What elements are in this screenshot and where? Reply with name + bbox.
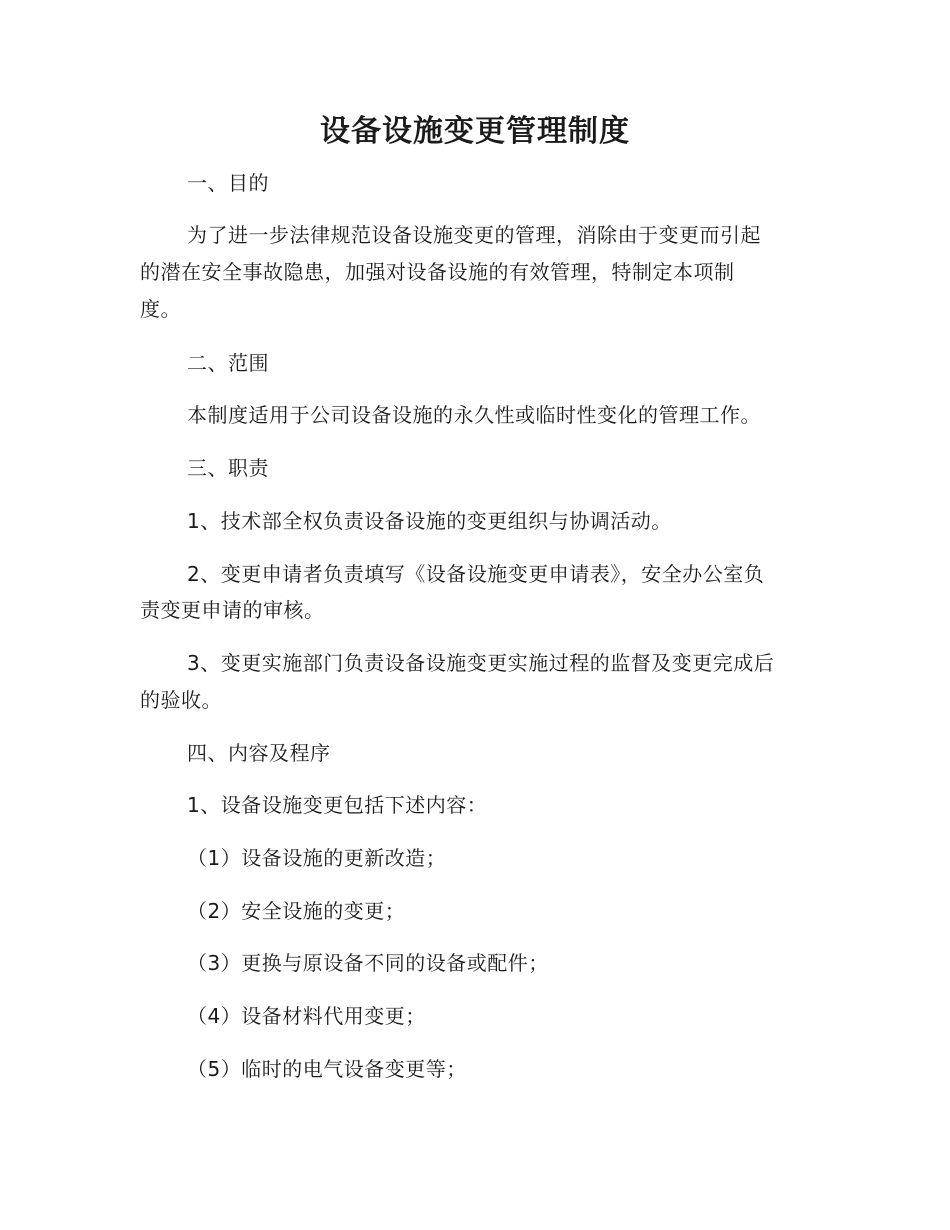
section-heading-content: 四、内容及程序 xyxy=(187,741,331,765)
paragraph-line: 为了进一步法律规范设备设施变更的管理，消除由于变更而引起 xyxy=(187,223,761,247)
sub-list-item: （3）更换与原设备不同的设备或配件； xyxy=(187,951,549,975)
paragraph-line: 度。 xyxy=(140,297,181,321)
section-heading-scope: 二、范围 xyxy=(187,351,269,375)
section-heading-purpose: 一、目的 xyxy=(187,171,269,195)
paragraph-line: 本制度适用于公司设备设施的永久性或临时性变化的管理工作。 xyxy=(187,403,761,427)
list-item-continuation: 责变更申请的审核。 xyxy=(140,598,325,622)
list-item-continuation: 的验收。 xyxy=(140,688,222,712)
sub-list-item: （1）设备设施的更新改造； xyxy=(187,846,447,870)
sub-list-item: （4）设备材料代用变更； xyxy=(187,1004,426,1028)
sub-list-item: （2）安全设施的变更； xyxy=(187,899,406,923)
sub-list-item: （5）临时的电气设备变更等； xyxy=(187,1057,467,1081)
document-title: 设备设施变更管理制度 xyxy=(320,114,630,149)
section-heading-responsibilities: 三、职责 xyxy=(187,456,269,480)
list-item: 1、技术部全权负责设备设施的变更组织与协调活动。 xyxy=(187,509,672,533)
paragraph-line: 的潜在安全事故隐患，加强对设备设施的有效管理，特制定本项制 xyxy=(140,260,735,284)
list-item: 3、变更实施部门负责设备设施变更实施过程的监督及变更完成后 xyxy=(187,651,775,675)
list-item: 1、设备设施变更包括下述内容： xyxy=(187,793,488,817)
list-item: 2、变更申请者负责填写《设备设施变更申请表》，安全办公室负 xyxy=(187,562,765,586)
